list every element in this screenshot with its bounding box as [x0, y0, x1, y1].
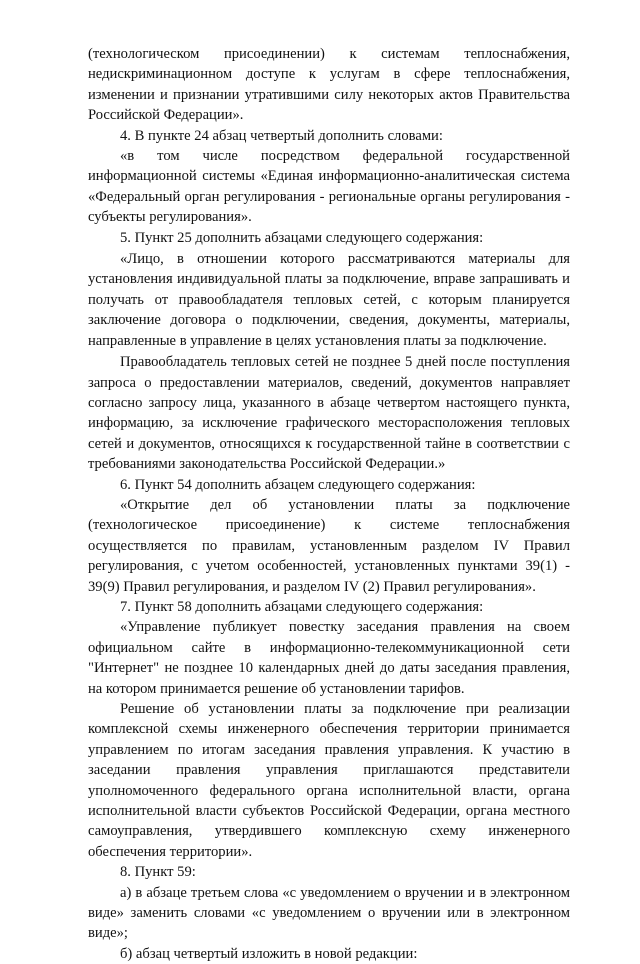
- document-page: [88, 44, 570, 964]
- paragraph-item-7: 7. Пункт 58 дополнить абзацами следующего содержания:: [120, 598, 484, 615]
- paragraph-item-8: 8. Пункт 59:: [120, 864, 196, 881]
- paragraph-item-7-text-1: «Управление публикует повестку заседания правления на своем официальном сайте в информационно-телекоммуникационной сети "Интернет" не позднее 10 календарных дней до даты заседания правления, на котором принимается решение об установлении тарифов.: [88, 619, 570, 697]
- paragraph-item-5-text-2: Правообладатель тепловых сетей не позднее 5 дней после поступления запроса о предоставлении материалов, сведений, документов направляет согласно запросу лица, указанного в абзаце четвертом настоящего пункта, информацию, за исключение графического месторасположения тепловых сетей и документов, относящихся к государственной тайне в соответствии с требованиями законодательства Российской Федерации.»: [88, 354, 570, 473]
- paragraph-item-5-text-1: «Лицо, в отношении которого рассматриваются материалы для установления индивидуальной платы за подключение, вправе запрашивать и получать от правообладателя тепловых сетей, с которым планируется заключение договора о подключении, сведения, документы, материалы, направленные в управление в целях установления платы за подключение.: [88, 251, 570, 349]
- paragraph-item-4-text: «в том числе посредством федеральной государственной информационной системы «Единая информационно-аналитическая система «Федеральный орган регулирования - региональные органы регулирования - субъекты регулирования».: [88, 148, 570, 226]
- paragraph-item-7-text-2: Решение об установлении платы за подключение при реализации комплексной схемы инженерного обеспечения территории принимается управлением по итогам заседания правления управления. К участию в заседании правления управления приглашаются представители уполномоченного федерального органа исполнительной власти, органа исполнительной власти субъектов Российской Федерации, органа местного самоуправления, утвердившего комплексную схему инженерного обеспечения территории».: [88, 701, 570, 860]
- paragraph-item-6: 6. Пункт 54 дополнить абзацем следующего содержания:: [120, 476, 476, 493]
- paragraph-item-6-text: «Открытие дел об установлении платы за подключение (технологическое присоединение) к системе теплоснабжения осуществляется по правилам, установленным разделом IV Правил регулирования, с учетом особенностей, установленных пунктами 39(1) - 39(9) Правил регулирования, и разделом IV (2) Правил регулирования».: [88, 496, 570, 595]
- paragraph-item-5: 5. Пункт 25 дополнить абзацами следующего содержания:: [120, 229, 484, 246]
- paragraph-item-8-a: а) в абзаце третьем слова «с уведомлением о вручении и в электронном виде» заменить словами «с уведомлением о вручении или в электронном виде»;: [88, 884, 570, 942]
- paragraph-item-4: 4. В пункте 24 абзац четвертый дополнить словами:: [120, 127, 443, 144]
- paragraph-item-8-b: б) абзац четвертый изложить в новой редакции:: [120, 945, 418, 962]
- paragraph-continuation: (технологическом присоединении) к системам теплоснабжения, недискриминационном доступе к услугам в сфере теплоснабжения, изменении и признании утратившими силу некоторых актов Правительства Российской Федерации».: [88, 46, 570, 124]
